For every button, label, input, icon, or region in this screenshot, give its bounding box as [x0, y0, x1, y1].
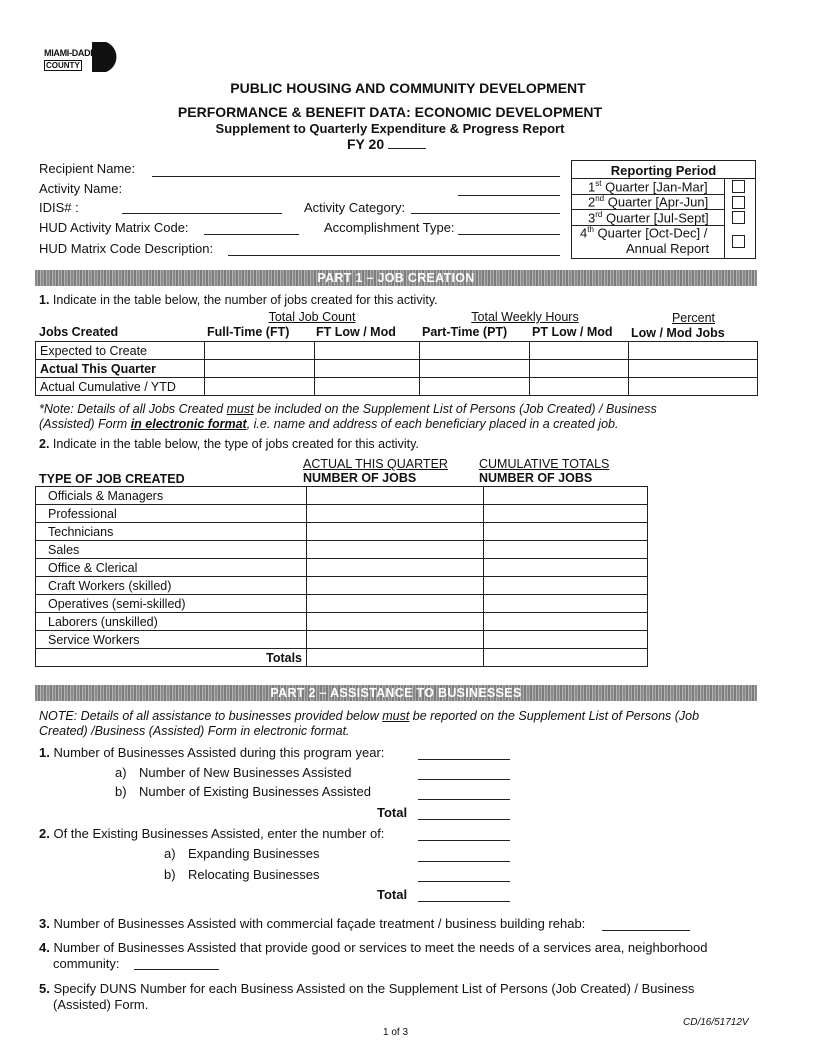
- reporting-period-box: [571, 160, 756, 259]
- table-cell[interactable]: [484, 559, 648, 577]
- part2-q4: 4. Number of Businesses Assisted that provide good or services to meet the needs of a services area, neighborhood: [39, 940, 708, 955]
- table-cell[interactable]: [484, 487, 648, 505]
- accomplishment-field[interactable]: [458, 234, 560, 235]
- table-cell[interactable]: [484, 613, 648, 631]
- org-title: PUBLIC HOUSING AND COMMUNITY DEVELOPMENT: [230, 80, 586, 96]
- table-cell[interactable]: [484, 505, 648, 523]
- col-pt-low-mod: PT Low / Mod: [532, 325, 613, 339]
- part2-note-line1: NOTE: Details of all assistance to businesses provided below must be reported on the Supplement List of Persons (Job: [39, 709, 700, 723]
- q1-total-field[interactable]: [418, 819, 510, 820]
- hud-desc-label: HUD Matrix Code Description:: [39, 241, 214, 256]
- table-cell[interactable]: [420, 378, 530, 396]
- table-cell[interactable]: [484, 577, 648, 595]
- table-row: [36, 378, 758, 396]
- recipient-field[interactable]: [152, 176, 560, 177]
- table-cell[interactable]: [307, 631, 484, 649]
- table-cell[interactable]: [530, 342, 629, 360]
- fiscal-year: [347, 136, 426, 152]
- type-header: TYPE OF JOB CREATED: [39, 472, 185, 486]
- table-cell[interactable]: [629, 360, 758, 378]
- q2-field[interactable]: [418, 840, 510, 841]
- q1b-label: Number of Existing Businesses Assisted: [139, 784, 371, 799]
- part1-note-line2: (Assisted) Form in electronic format, i.e. name and address of each beneficiary placed in a created job.: [39, 417, 619, 431]
- table-cell[interactable]: [307, 613, 484, 631]
- total-job-count-header: Total Job Count: [268, 310, 356, 324]
- quarter-3-checkbox[interactable]: [732, 211, 745, 224]
- row-label: Actual Cumulative / YTD: [36, 378, 205, 396]
- table-cell[interactable]: [307, 487, 484, 505]
- table-cell[interactable]: [205, 342, 315, 360]
- quarter-4-checkbox[interactable]: [732, 235, 745, 248]
- q2b-field[interactable]: [418, 881, 510, 882]
- quarter-2-label: 2nd Quarter [Apr-Jun]: [588, 194, 709, 210]
- table-row: [36, 631, 648, 649]
- annual-report-label: Annual Report: [626, 241, 710, 256]
- q2b-label: Relocating Businesses: [188, 867, 320, 882]
- cumulative-header-1: CUMULATIVE TOTALS: [479, 457, 610, 471]
- table-cell[interactable]: [484, 541, 648, 559]
- part2-q1: 1. Number of Businesses Assisted during this program year:: [39, 745, 385, 760]
- part1-note-line1: *Note: Details of all Jobs Created must be included on the Supplement List of Persons (Job Created) / Business: [39, 402, 657, 416]
- part2-q2: 2. Of the Existing Businesses Assisted, enter the number of:: [39, 826, 385, 841]
- quarter-2-checkbox[interactable]: [732, 196, 745, 209]
- table-cell[interactable]: [315, 342, 420, 360]
- part2-banner: PART 2 – ASSISTANCE TO BUSINESSES: [35, 685, 757, 701]
- q2b-letter: b): [164, 867, 176, 882]
- q4-field[interactable]: [134, 969, 219, 970]
- table-cell[interactable]: [629, 378, 758, 396]
- col-ft-low-mod: FT Low / Mod: [316, 325, 396, 339]
- col-part-time: Part-Time (PT): [422, 325, 508, 339]
- activity-field[interactable]: [458, 195, 560, 196]
- part2-q4-line2: community:: [53, 956, 120, 971]
- part2-q5-line2: (Assisted) Form.: [53, 997, 149, 1012]
- actual-header-2: NUMBER OF JOBS: [303, 471, 417, 485]
- col-jobs-created: Jobs Created: [39, 325, 119, 339]
- idis-field[interactable]: [122, 213, 282, 214]
- part2-q5: 5. Specify DUNS Number for each Business Assisted on the Supplement List of Persons (Job Created) / Business: [39, 981, 695, 996]
- q2a-field[interactable]: [418, 861, 510, 862]
- table-cell[interactable]: [315, 360, 420, 378]
- quarter-3-label: 3rd Quarter [Jul-Sept]: [588, 210, 709, 226]
- part1-q2: 2. Indicate in the table below, the type of jobs created for this activity.: [39, 437, 419, 451]
- table-cell[interactable]: [530, 360, 629, 378]
- table-row: [36, 559, 648, 577]
- form-code: CD/16/51712V: [683, 1017, 749, 1028]
- col-low-mod-jobs: Low / Mod Jobs: [631, 326, 725, 340]
- job-type: Service Workers: [36, 631, 307, 649]
- table-cell[interactable]: [629, 342, 758, 360]
- form-subtitle: Supplement to Quarterly Expenditure & Progress Report: [215, 121, 565, 136]
- q2-total-field[interactable]: [418, 901, 510, 902]
- category-label: Activity Category:: [304, 200, 406, 215]
- table-cell[interactable]: [307, 505, 484, 523]
- job-type: Craft Workers (skilled): [36, 577, 307, 595]
- logo-text-1: MIAMI-DADE: [44, 48, 96, 58]
- table-row: [36, 595, 648, 613]
- q3-field[interactable]: [602, 930, 690, 931]
- q2a-label: Expanding Businesses: [188, 846, 320, 861]
- table-cell[interactable]: [307, 541, 484, 559]
- activity-label: Activity Name:: [39, 181, 123, 196]
- accomplishment-label: Accomplishment Type:: [324, 220, 455, 235]
- hud-code-label: HUD Activity Matrix Code:: [39, 220, 189, 235]
- idis-label: IDIS# :: [39, 200, 79, 215]
- cumulative-header-2: NUMBER OF JOBS: [479, 471, 593, 485]
- quarter-1-label: 1st Quarter [Jan-Mar]: [588, 179, 708, 195]
- col-full-time: Full-Time (FT): [207, 325, 290, 339]
- q1b-letter: b): [115, 784, 127, 799]
- form-title: PERFORMANCE & BENEFIT DATA: ECONOMIC DEVELOPMENT: [177, 104, 603, 120]
- table-cell[interactable]: [484, 631, 648, 649]
- reporting-period-title: Reporting Period: [610, 163, 717, 178]
- job-type: Sales: [36, 541, 307, 559]
- table-cell[interactable]: [420, 360, 530, 378]
- table-row: [36, 487, 648, 505]
- job-type: Officials & Managers: [36, 487, 307, 505]
- table-cell[interactable]: [307, 649, 484, 667]
- part2-note-line2: Created) /Business (Assisted) Form in electronic format.: [39, 724, 350, 738]
- job-types-table: [35, 486, 648, 667]
- table-cell[interactable]: [420, 342, 530, 360]
- table-cell[interactable]: [307, 577, 484, 595]
- q2a-letter: a): [164, 846, 176, 861]
- table-cell[interactable]: [315, 378, 420, 396]
- q1a-label: Number of New Businesses Assisted: [139, 765, 352, 780]
- percent-header: Percent: [671, 311, 716, 325]
- q2-total-label: Total: [377, 887, 408, 902]
- row-label: Expected to Create: [36, 342, 205, 360]
- job-type: Professional: [36, 505, 307, 523]
- part1-banner: PART 1 – JOB CREATION: [35, 270, 757, 286]
- part1-q1: 1. Indicate in the table below, the number of jobs created for this activity.: [39, 293, 438, 307]
- table-cell[interactable]: [307, 595, 484, 613]
- page-number: 1 of 3: [383, 1027, 409, 1038]
- row-label: Actual This Quarter: [36, 360, 205, 378]
- table-row: [36, 342, 758, 360]
- job-type: Technicians: [36, 523, 307, 541]
- table-cell[interactable]: [307, 523, 484, 541]
- table-row: [36, 541, 648, 559]
- fiscal-year-label: FY 20: [347, 136, 385, 152]
- q1-total-label: Total: [377, 805, 408, 820]
- table-row: [36, 649, 648, 667]
- job-type: Office & Clerical: [36, 559, 307, 577]
- table-cell[interactable]: [484, 523, 648, 541]
- table-row: [36, 523, 648, 541]
- totals-label: Totals: [36, 649, 307, 667]
- table-cell[interactable]: [484, 595, 648, 613]
- total-weekly-hours-header: Total Weekly Hours: [471, 310, 579, 324]
- q1-field[interactable]: [418, 759, 510, 760]
- category-field[interactable]: [411, 213, 560, 214]
- table-cell[interactable]: [484, 649, 648, 667]
- job-type: Laborers (unskilled): [36, 613, 307, 631]
- quarter-1-checkbox[interactable]: [732, 180, 745, 193]
- table-row: [36, 360, 758, 378]
- fiscal-year-blank[interactable]: [388, 148, 426, 149]
- jobs-created-table: [35, 341, 758, 396]
- logo-text-2: COUNTY: [46, 61, 80, 70]
- q1a-field[interactable]: [418, 779, 510, 780]
- quarter-4-label: 4th Quarter [Oct-Dec] /: [580, 225, 708, 241]
- table-cell[interactable]: [307, 559, 484, 577]
- table-row: [36, 505, 648, 523]
- part2-q3: 3. Number of Businesses Assisted with commercial façade treatment / business building rehab:: [39, 916, 586, 931]
- job-type: Operatives (semi-skilled): [36, 595, 307, 613]
- table-cell[interactable]: [205, 360, 315, 378]
- recipient-label: Recipient Name:: [39, 161, 136, 176]
- table-cell[interactable]: [205, 378, 315, 396]
- table-row: [36, 613, 648, 631]
- actual-header-1: ACTUAL THIS QUARTER: [303, 457, 448, 471]
- hud-desc-field[interactable]: [228, 255, 560, 256]
- table-row: [36, 577, 648, 595]
- hud-code-field[interactable]: [204, 234, 299, 235]
- table-cell[interactable]: [530, 378, 629, 396]
- county-logo: [44, 40, 124, 74]
- q1b-field[interactable]: [418, 799, 510, 800]
- q1a-letter: a): [115, 765, 127, 780]
